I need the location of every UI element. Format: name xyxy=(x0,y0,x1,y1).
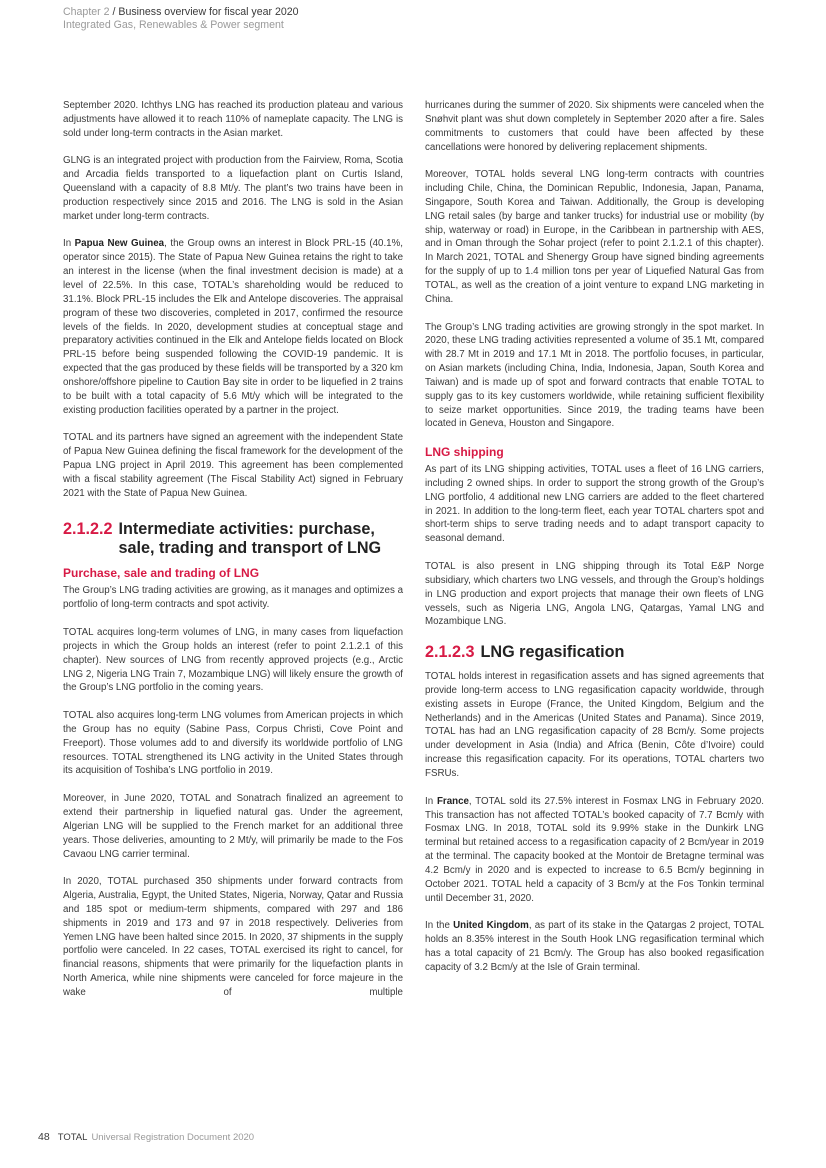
left-column xyxy=(63,99,403,1014)
paragraph: Moreover, TOTAL holds several LNG long-term contracts with countries including Chile, China, the Dominican Republic, Indonesia, Japan, Panama, Singapore, South Korea and Taiwan. Additionally, the Group is developing LNG retail sales (by barge and tanker trucks) for industrial use or mobility (by ship, waterway or road) in Europe, in the Caribbean in partnership with AES, and in Oman through the Sohar project (refer to point 2.1.2.1 of this chapter). In March 2021, TOTAL and Shenergy Group have signed binding agreements for the supply of up to 1.4 million tons per year of Liquefied Natural Gas from TOTAL, as well as the creation of a joint venture to expand LNG marketing in China. xyxy=(425,169,764,305)
page-number: 48 xyxy=(38,1131,50,1143)
paragraph: TOTAL acquires long-term volumes of LNG, in many cases from liquefaction projects in which the Group holds an interest (refer to point 2.1.2.1 of this chapter). New sources of LNG from recently approved projects (e.g., Arctic LNG 2, Nigeria LNG Train 7, Mozambique LNG) will likely ensure the growth of the Group’s LNG portfolio in the coming years. xyxy=(63,627,403,694)
paragraph: In Papua New Guinea, the Group owns an interest in Block PRL-15 (40.1%, operator since 2015). The State of Papua New Guinea retains the right to take an interest in the license (when the final investment decision is made) at a level of 22.5%. In this case, TOTAL’s shareholding would be reduced to 31.1%. Block PRL-15 includes the Elk and Antelope discoveries. The appraisal program of these two discoveries, completed in 2017, confirmed the resource levels of the fields. In 2020, development studies at conceptual stage and preparatory activities continued in the Elk and Antelope fields located on Block PRL-15 before being suspended following the COVID-19 pandemic. It is expected that the gas produced by these fields will be transported by a 320 km onshore/offshore pipeline to Caution Bay site in order to be liquefied in 2 trains to be built with a total capacity of 5.6 Mt/y which will be integrated to the existing production facilities operated by a partner in the project. xyxy=(63,238,403,416)
section-number: 2.1.2.3 xyxy=(425,643,475,662)
section-heading xyxy=(425,643,764,662)
bold-term: France xyxy=(436,795,469,807)
paragraph: In the United Kingdom, as part of its stake in the Qatargas 2 project, TOTAL holds an 8.35% interest in the South Hook LNG regasification terminal which has a total capacity of 21 Bcm/y. The Group has also booked regasification capacity of 3.2 Bcm/y at the Isle of Grain terminal. xyxy=(425,920,764,973)
paragraph: In France, TOTAL sold its 27.5% interest in Fosmax LNG in February 2020. This transaction has not affected TOTAL’s booked capacity of 7.7 Bcm/y with Fosmax LNG. In 2018, TOTAL sold its 9.99% stake in the Dunkirk LNG terminal but retained access to a regasification capacity of 2 Bcm/year in 2019 at the terminal. The capacity booked at the Montoir de Bretagne terminal was 4.2 Bcm/y in 2020 and is expected to increase to 6.5 Bcm/y beginning in October 2021. TOTAL held a capacity of 3 Bcm/y at the Fos Tonkin terminal until December 31, 2020. xyxy=(425,795,764,904)
paragraph: GLNG is an integrated project with production from the Fairview, Roma, Scotia and Arcadia fields transported to a liquefaction plant on Curtis Island, Queensland with a capacity of 8.8 Mt/y. The plant’s two trains have been in production respectively since 2015 and 2016. The LNG is sold in the Asian market under long-term contracts. xyxy=(63,155,403,222)
paragraph: TOTAL also acquires long-term LNG volumes from American projects in which the Group has no equity (Sabine Pass, Corpus Christi, Cove Point and Freeport). Those volumes add to and diversify its worldwide portfolio of LNG resources. TOTAL strengthened its LNG activity in the United States through its acquisition of Toshiba’s LNG portfolio in 2019. xyxy=(63,710,403,777)
paragraph: The Group’s LNG trading activities are growing strongly in the spot market. In 2020, these LNG trading activities represented a volume of 35.1 Mt, compared with 28.7 Mt in 2019 and 17.1 Mt in 2018. The portfolio focuses, in particular, on Asian markets (including China, India, Indonesia, Japan, South Korea and Taiwan) and is made up of spot and forward contracts that enable TOTAL to supply gas to its key customers worldwide, while retaining sufficient flexibility to seize market opportunities. Since 2019, the trading teams have been located in Geneva, Houston and Singapore. xyxy=(425,321,764,430)
chapter-label: Chapter 2 xyxy=(63,6,110,18)
paragraph: The Group’s LNG trading activities are growing, as it manages and optimizes a portfolio of long-term contracts and spot activity. xyxy=(63,585,403,611)
segment-label: Integrated Gas, Renewables & Power segment xyxy=(63,19,284,31)
document-title: Universal Registration Document 2020 xyxy=(91,1132,255,1143)
paragraph: hurricanes during the summer of 2020. Six shipments were canceled when the Snøhvit plant was shut down completely in September 2020 after a fire. Sales commitments to customers that could have been affected by these cancellations were honored by delivering replacement shipments. xyxy=(425,100,764,153)
paragraph: September 2020. Ichthys LNG has reached its production plateau and various adjustments have allowed it to reach 110% of nameplate capacity. The LNG is sold under long-term contracts in the Asian market. xyxy=(63,100,403,139)
paragraph: As part of its LNG shipping activities, TOTAL uses a fleet of 16 LNG carriers, including 2 owned ships. In order to support the strong growth of the Group’s LNG portfolio, 4 additional new LNG carriers are added to the fleet chartered in 2021. In addition to the long-term fleet, each year TOTAL charters spot and short-term ships to serve trading needs and to adapt transport capacity to seasonal demand. xyxy=(425,464,764,545)
paragraph: TOTAL and its partners have signed an agreement with the independent State of Papua New Guinea defining the fiscal framework for the development of the Papua LNG project in April 2019. This agreement has been complemented with a fiscal stability agreement (The Fiscal Stability Act) signed in February 2021 with the State of Papua New Guinea. xyxy=(63,432,403,499)
subheading: LNG shipping xyxy=(425,445,504,460)
bold-term: United Kingdom xyxy=(453,920,529,932)
bold-term: Papua New Guinea xyxy=(74,238,165,250)
page-footer xyxy=(38,1131,254,1143)
right-column xyxy=(425,99,764,988)
paragraph: Moreover, in June 2020, TOTAL and Sonatrach finalized an agreement to extend their partnership in liquefied natural gas. Under the agreement, Algerian LNG will be supplied to the French market for an additional three years. Those deliveries, amounting to 2 Mt/y, will primarily be made to the Fos Cavaou LNG carrier terminal. xyxy=(63,793,403,860)
section-number: 2.1.2.2 xyxy=(63,520,113,539)
section-heading xyxy=(63,520,403,558)
brand-name: TOTAL xyxy=(57,1132,88,1143)
section-title: LNG regasification xyxy=(480,643,625,662)
paragraph: TOTAL is also present in LNG shipping through its Total E&P Norge subsidiary, which charters two LNG vessels, and through the Group’s holdings in LNG production and export projects that manage their own fleets of LNG vessels, such as Nigeria LNG, Angola LNG, Qatargas, Yamal LNG and Mozambique LNG. xyxy=(425,561,764,628)
section-title: Intermediate activities: purchase, sale, trading and transport of LNG xyxy=(118,520,382,558)
subheading: Purchase, sale and trading of LNG xyxy=(63,566,260,581)
chapter-title: Business overview for fiscal year 2020 xyxy=(118,6,299,18)
paragraph: In 2020, TOTAL purchased 350 shipments under forward contracts from Algeria, Australia, Egypt, the United States, Nigeria, Norway, Qatar and Russia and 185 spot or medium-term shipments, compared with 297 and 186 shipments in 2019 and 173 and 97 in 2018 respectively. Deliveries from Yemen LNG have been halted since 2015. In 2020, 37 shipments in the supply portfolio were canceled. In 22 cases, TOTAL exercised its right to cancel, for financial reasons, shipments that were primarily for the liquefaction plants in North America, while nine shipments were canceled for force majeure in the wake of multiple xyxy=(63,876,403,998)
running-header: Chapter 2 / Business overview for fiscal year 2020 Integrated Gas, Renewables & Power segment xyxy=(63,6,299,31)
paragraph: TOTAL holds interest in regasification assets and has signed agreements that provide long-term access to LNG regasification capacity worldwide, through existing assets in Europe (France, the United Kingdom, Belgium and the Netherlands) and in the Americas (United States and Panama). Since 2019, TOTAL has had an LNG regasification capacity of 28 Bcm/y. Some projects under development in Asia (India) and Africa (Benin, Côte d’Ivoire) could increase this regasification capacity. For its operations, TOTAL charters two FSRUs. xyxy=(425,671,764,779)
